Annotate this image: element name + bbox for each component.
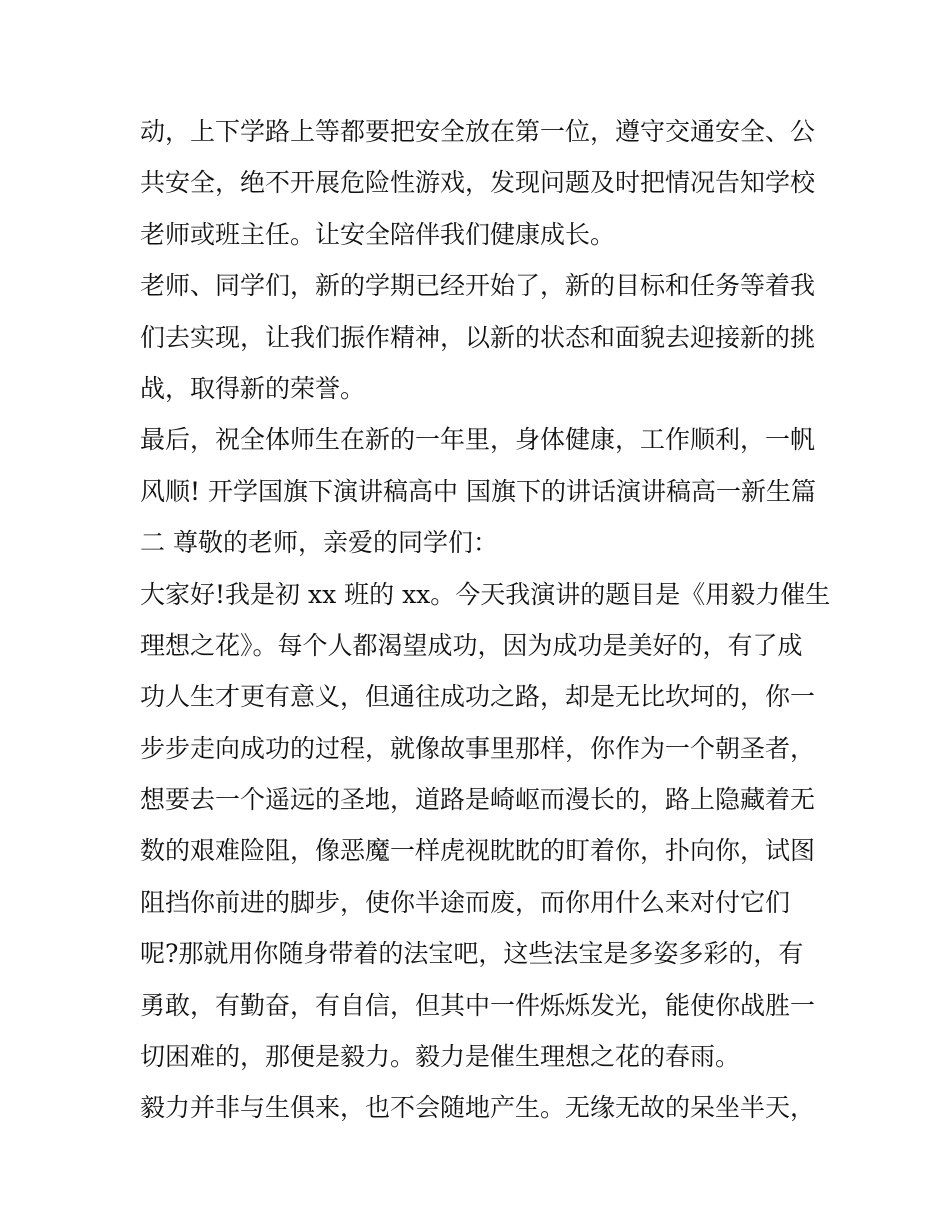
text-line: 功人生才更有意义，但通往成功之路，却是无比坎坷的，你一 [140, 682, 816, 712]
text-line: 共安全，绝不开展危险性游戏，发现问题及时把情况告知学校 [140, 168, 816, 198]
text-line: 阻挡你前进的脚步，使你半途而废，而你用什么来对付它们 [140, 887, 791, 917]
text-line: 战，取得新的荣誉。 [140, 373, 366, 403]
text-line: 二 尊敬的老师，亲爱的同学们： [140, 528, 498, 558]
text-line: 动，上下学路上等都要把安全放在第一位，遵守交通安全、公 [140, 117, 816, 146]
text-line: 数的艰难险阻，像恶魔一样虎视眈眈的盯着你，扑向你，试图 [140, 836, 816, 866]
text-line: 最后，祝全体师生在新的一年里，身体健康，工作顺利，一帆 [140, 425, 816, 455]
text-line: 毅力并非与生俱来，也不会随地产生。无缘无故的呆坐半天， [140, 1093, 816, 1123]
text-line: 大家好!我是初 xx 班的 xx。今天我演讲的题目是《用毅力催生 [140, 579, 831, 609]
text-line: 步步走向成功的过程，就像故事里那样，你作为一个朝圣者， [140, 733, 816, 763]
text-line: 们去实现，让我们振作精神，以新的状态和面貌去迎接新的挑 [140, 322, 816, 352]
text-line: 切困难的，那便是毅力。毅力是催生理想之花的春雨。 [140, 1042, 741, 1072]
document-body [140, 106, 831, 1134]
text-line: 想要去一个遥远的圣地，道路是崎岖而漫长的，路上隐藏着无 [140, 785, 816, 815]
text-line: 理想之花》。每个人都渴望成功，因为成功是美好的，有了成 [140, 630, 803, 660]
text-line: 勇敢，有勤奋，有自信，但其中一件烁烁发光，能使你战胜一 [140, 990, 816, 1020]
text-line: 老师、同学们，新的学期已经开始了，新的目标和任务等着我 [140, 271, 816, 301]
text-line: 风顺! 开学国旗下演讲稿高中 国旗下的讲话演讲稿高一新生篇 [140, 476, 816, 506]
text-line: 呢?那就用你随身带着的法宝吧，这些法宝是多姿多彩的，有 [140, 939, 804, 969]
text-line: 老师或班主任。让安全陪伴我们健康成长。 [140, 219, 616, 249]
